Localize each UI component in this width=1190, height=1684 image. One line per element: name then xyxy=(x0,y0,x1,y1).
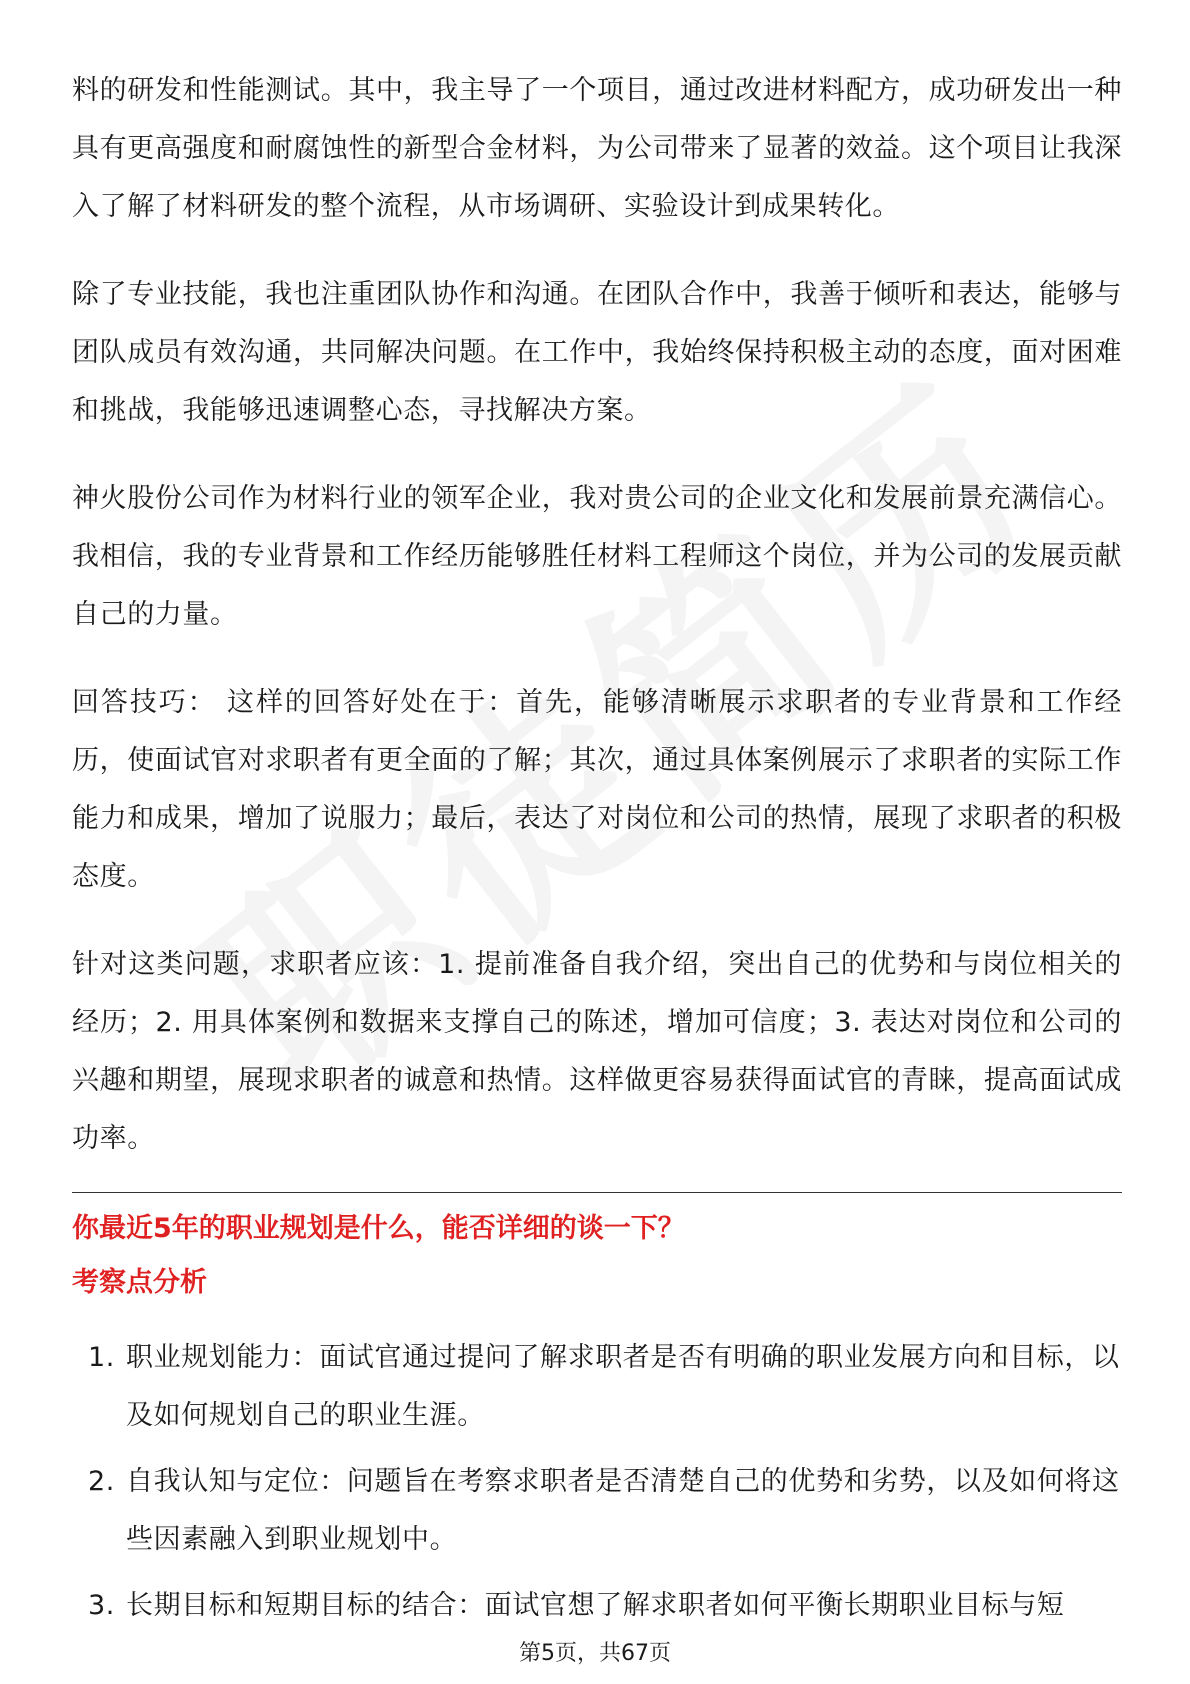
section-divider xyxy=(72,1192,1122,1193)
paragraph-project: 料的研发和性能测试。其中，我主导了一个项目，通过改进材料配方，成功研发出一种具有更高强度和耐腐蚀性的新型合金材料，为公司带来了显著的效益。这个项目让我深入了解了材料研发的整个流程，从市场调研、实验设计到成果转化。 xyxy=(72,75,1122,222)
paragraph-teamwork: 除了专业技能，我也注重团队协作和沟通。在团队合作中，我善于倾听和表达，能够与团队成员有效沟通，共同解决问题。在工作中，我始终保持积极主动的态度，面对困难和挑战，我能够迅速调整心态，寻找解决方案。 xyxy=(72,279,1122,426)
list-item-number: 2. xyxy=(88,1466,115,1497)
paragraph-answer-tips: 回答技巧： 这样的回答好处在于：首先，能够清晰展示求职者的专业背景和工作经历，使面试官对求职者有更全面的了解；其次，通过具体案例展示了求职者的实际工作能力和成果，增加了说服力；最后，表达了对岗位和公司的热情，展现了求职者的积极态度。 xyxy=(72,687,1122,892)
list-item-text: 长期目标和短期目标的结合：面试官想了解求职者如何平衡长期职业目标与短 xyxy=(126,1590,1065,1621)
question-heading: 你最近5年的职业规划是什么，能否详细的谈一下？ xyxy=(72,1213,685,1244)
list-item xyxy=(72,1329,1122,1445)
list-item-number: 3. xyxy=(88,1590,115,1621)
analysis-heading: 考察点分析 xyxy=(72,1267,207,1298)
list-item-text: 自我认知与定位：问题旨在考察求职者是否清楚自己的优势和劣势，以及如何将这些因素融入到职业规划中。 xyxy=(126,1466,1120,1555)
page-content xyxy=(72,62,1122,1635)
page-number: 第5页，共67页 xyxy=(519,1641,671,1666)
paragraph-company: 神火股份公司作为材料行业的领军企业，我对贵公司的企业文化和发展前景充满信心。我相信，我的专业背景和工作经历能够胜任材料工程师这个岗位，并为公司的发展贡献自己的力量。 xyxy=(72,483,1122,630)
paragraph-advice: 针对这类问题，求职者应该：1. 提前准备自我介绍，突出自己的优势和与岗位相关的经历；2. 用具体案例和数据来支撑自己的陈述，增加可信度；3. 表达对岗位和公司的兴趣和期望，展现求职者的诚意和热情。这样做更容易获得面试官的青睐，提高面试成功率。 xyxy=(72,949,1122,1154)
list-item xyxy=(72,1453,1122,1569)
list-item-text: 职业规划能力：面试官通过提问了解求职者是否有明确的职业发展方向和目标，以及如何规划自己的职业生涯。 xyxy=(126,1342,1120,1431)
list-item-number: 1. xyxy=(88,1342,115,1373)
analysis-list xyxy=(72,1329,1122,1635)
list-item xyxy=(72,1577,1122,1635)
